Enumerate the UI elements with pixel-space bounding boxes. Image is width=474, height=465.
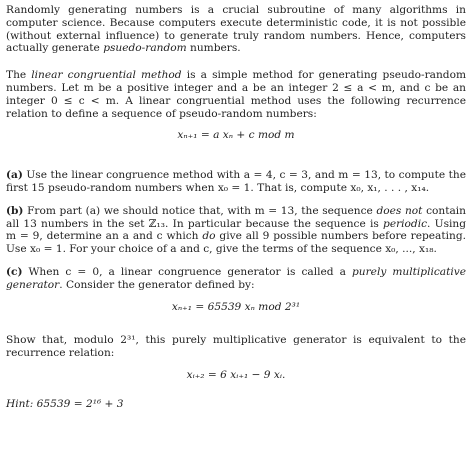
intro-p1-italic: psuedo-random bbox=[103, 42, 187, 55]
intro-p2-end: is a simple method for generating pseudo-random numbers. Let m be a positive integer and a be an integer 2 ≤ a < m, and c be an integer 0 ≤ c < m. A linear congruential method uses the following recurrence relation to define a sequence of pseudo-random numbers: bbox=[6, 69, 466, 120]
hint: Hint: 65539 = 2¹⁶ + 3 bbox=[6, 397, 124, 410]
part-b-italic-1: does not bbox=[376, 204, 423, 217]
part-b-label: (b) bbox=[6, 204, 24, 217]
part-b-italic-3: do bbox=[202, 230, 216, 243]
part-c bbox=[6, 266, 466, 292]
part-b-text-3: . Using m = 9, determine an a and c which bbox=[6, 217, 466, 243]
part-c-text-1: When c = 0, a linear congruence generator is called a bbox=[22, 265, 353, 278]
part-b-text-2: contain all 13 numbers in the set ℤ₁₃. In particular because the sequence is bbox=[6, 204, 466, 230]
part-c-text-2: . Consider the generator defined by: bbox=[59, 278, 255, 291]
part-b-text-1: From part (a) we should notice that, with m = 13, the sequence bbox=[23, 204, 377, 217]
part-c-italic: purely multiplicative generator bbox=[6, 265, 466, 291]
part-b bbox=[6, 205, 466, 256]
part-b-italic-2: periodic bbox=[383, 217, 428, 230]
intro-p1-text: Randomly generating numbers is a crucial subroutine of many algorithms in computer science. Because computers execute deterministic code, it is not possible (without external influence) to generate truly random numbers. Hence, computers actually generate bbox=[6, 4, 466, 55]
intro-p2-text: The bbox=[6, 69, 32, 82]
part-a bbox=[6, 169, 466, 195]
multiplicative-generator-equation: xₙ₊₁ = 65539 xₙ mod 2³¹ bbox=[171, 300, 301, 313]
intro-p2-italic: linear congruential method bbox=[31, 69, 182, 82]
equivalent-recurrence-equation: xᵢ₊₂ = 6 xᵢ₊₁ − 9 xᵢ. bbox=[186, 368, 286, 381]
recurrence-equation: xₙ₊₁ = a xₙ + c mod m bbox=[177, 129, 295, 142]
part-b-text-4: give all 9 possible numbers before repeating. Use x₀ = 1. For your choice of a and c, give the terms of the sequence x₀, ..., x₁₈. bbox=[6, 230, 466, 256]
part-c-label: (c) bbox=[6, 265, 23, 278]
part-a-text: Use the linear congruence method with a = 4, c = 3, and m = 13, to compute the first 15 pseudo-random numbers when x₀ = 1. That is, compute x₀, x₁, . . . , x₁₄. bbox=[6, 169, 466, 194]
intro-paragraph-1 bbox=[6, 4, 466, 55]
document-page bbox=[6, 4, 466, 411]
part-a-label: (a) bbox=[6, 169, 23, 182]
show-statement: Show that, modulo 2³¹, this purely multiplicative generator is equivalent to the recurrence relation: bbox=[6, 334, 466, 360]
intro-p1-end: numbers. bbox=[186, 42, 241, 55]
intro-paragraph-2 bbox=[6, 69, 466, 120]
